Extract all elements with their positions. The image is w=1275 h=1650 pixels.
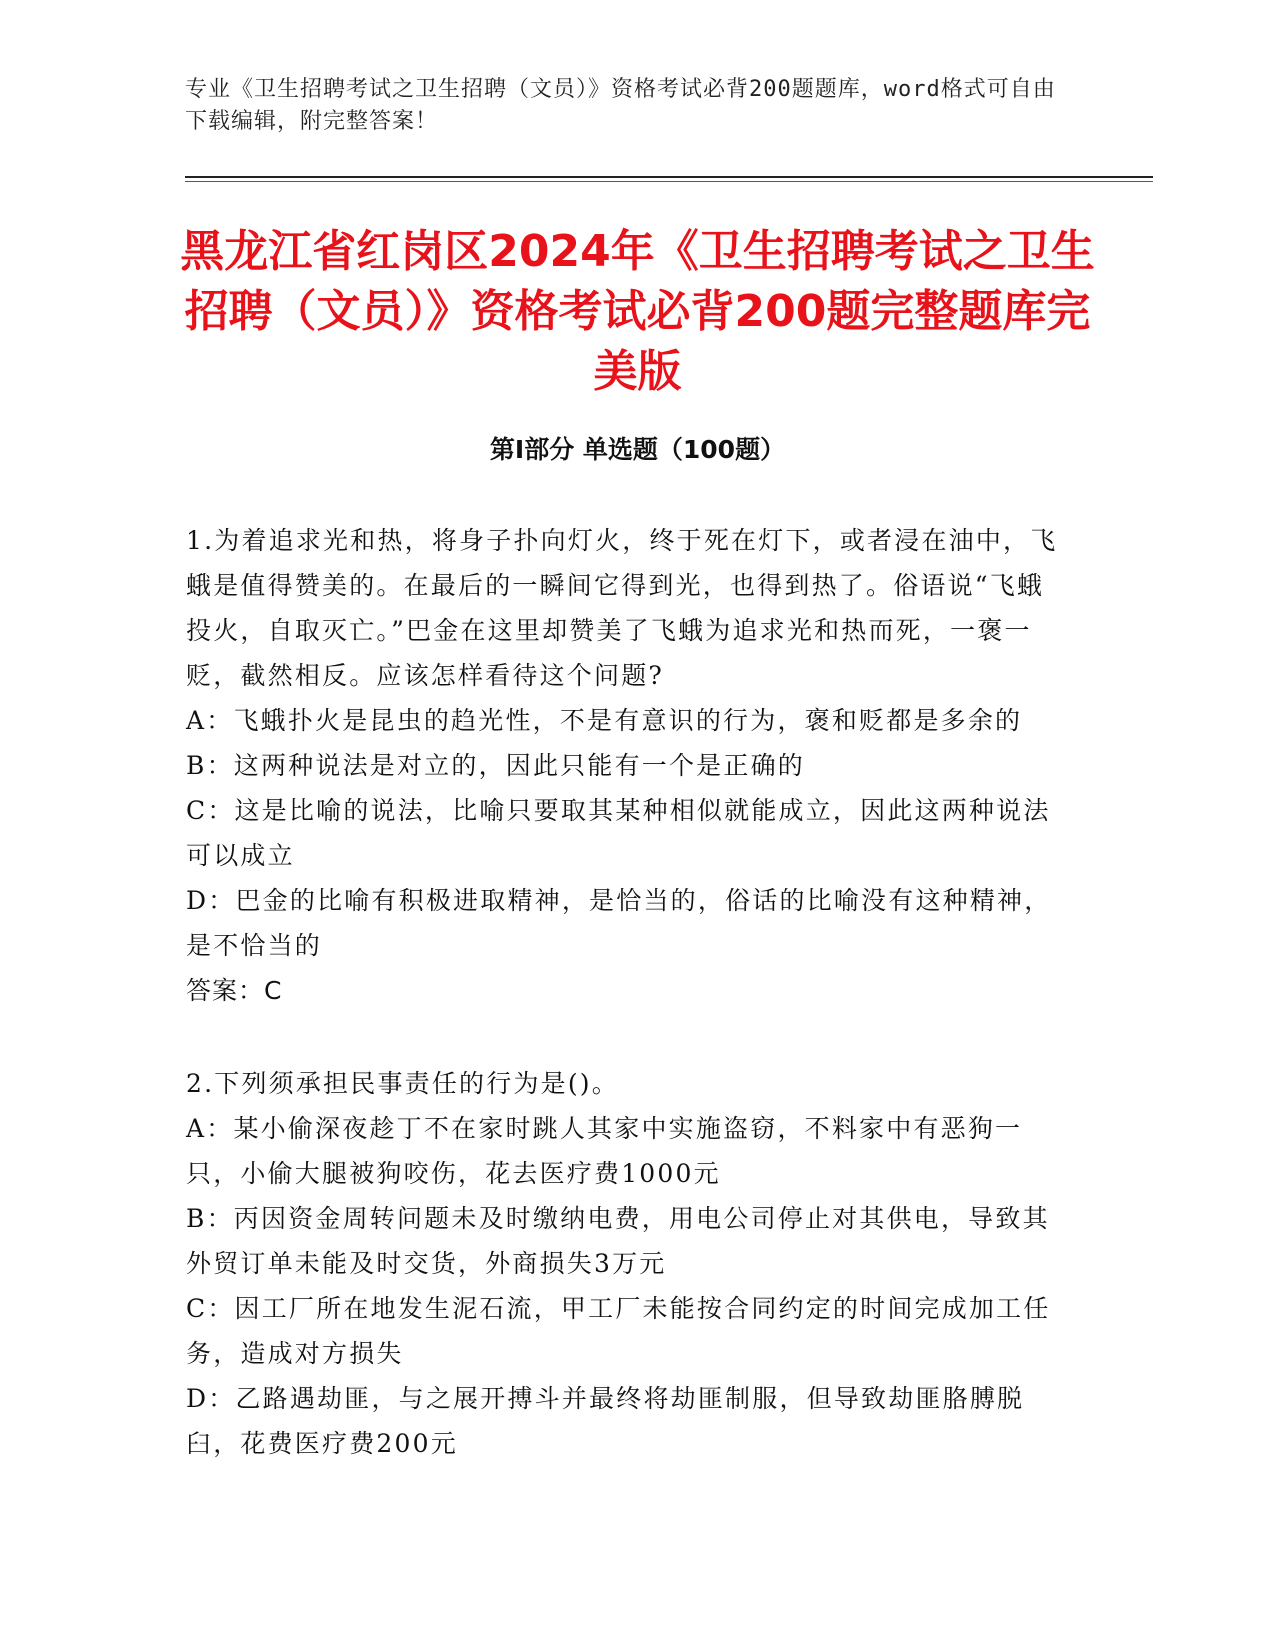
answer: 答案：C	[186, 976, 283, 1005]
option-b: B：丙因资金周转问题未及时缴纳电费，用电公司停止对其供电，导致其外贸订单未能及时交货，外商损失3万元	[186, 1204, 1050, 1278]
header-divider-thick	[185, 176, 1153, 178]
question-stem: 1.为着追求光和热，将身子扑向灯火，终于死在灯下，或者浸在油中，飞蛾是值得赞美的。在最后的一瞬间它得到光，也得到热了。俗语说“飞蛾投火，自取灭亡。”巴金在这里却赞美了飞蛾为追求光和热而死，一褒一贬，截然相反。应该怎样看待这个问题?	[186, 526, 1058, 690]
option-b: B：这两种说法是对立的，因此只能有一个是正确的	[186, 751, 805, 780]
question-2	[186, 1061, 1066, 1466]
header-divider-thin	[185, 181, 1153, 182]
option-d: D：巴金的比喻有积极进取精神，是恰当的，俗话的比喻没有这种精神，是不恰当的	[186, 886, 1052, 960]
question-1	[186, 518, 1066, 1013]
section-heading: 第Ⅰ部分 单选题（100题）	[489, 435, 786, 464]
question-list	[186, 518, 1066, 1514]
document-title: 黑龙江省红岗区2024年《卫生招聘考试之卫生招聘（文员）》资格考试必背200题完整题库完美版	[180, 226, 1095, 397]
option-c: C：这是比喻的说法，比喻只要取其某种相似就能成立，因此这两种说法可以成立	[186, 796, 1051, 870]
option-a: A：飞蛾扑火是昆虫的趋光性，不是有意识的行为，褒和贬都是多余的	[186, 706, 1023, 735]
option-c: C：因工厂所在地发生泥石流，甲工厂未能按合同约定的时间完成加工任务，造成对方损失	[186, 1294, 1051, 1368]
option-a: A：某小偷深夜趁丁不在家时跳人其家中实施盗窃，不料家中有恶狗一只，小偷大腿被狗咬伤，花去医疗费1000元	[186, 1114, 1023, 1188]
header-note: 专业《卫生招聘考试之卫生招聘（文员）》资格考试必背200题题库，word格式可自由下载编辑，附完整答案！	[185, 77, 1056, 134]
option-d: D：乙路遇劫匪，与之展开搏斗并最终将劫匪制服，但导致劫匪胳膊脱臼，花费医疗费200元	[186, 1384, 1025, 1458]
question-stem: 2.下列须承担民事责任的行为是()。	[186, 1069, 619, 1098]
